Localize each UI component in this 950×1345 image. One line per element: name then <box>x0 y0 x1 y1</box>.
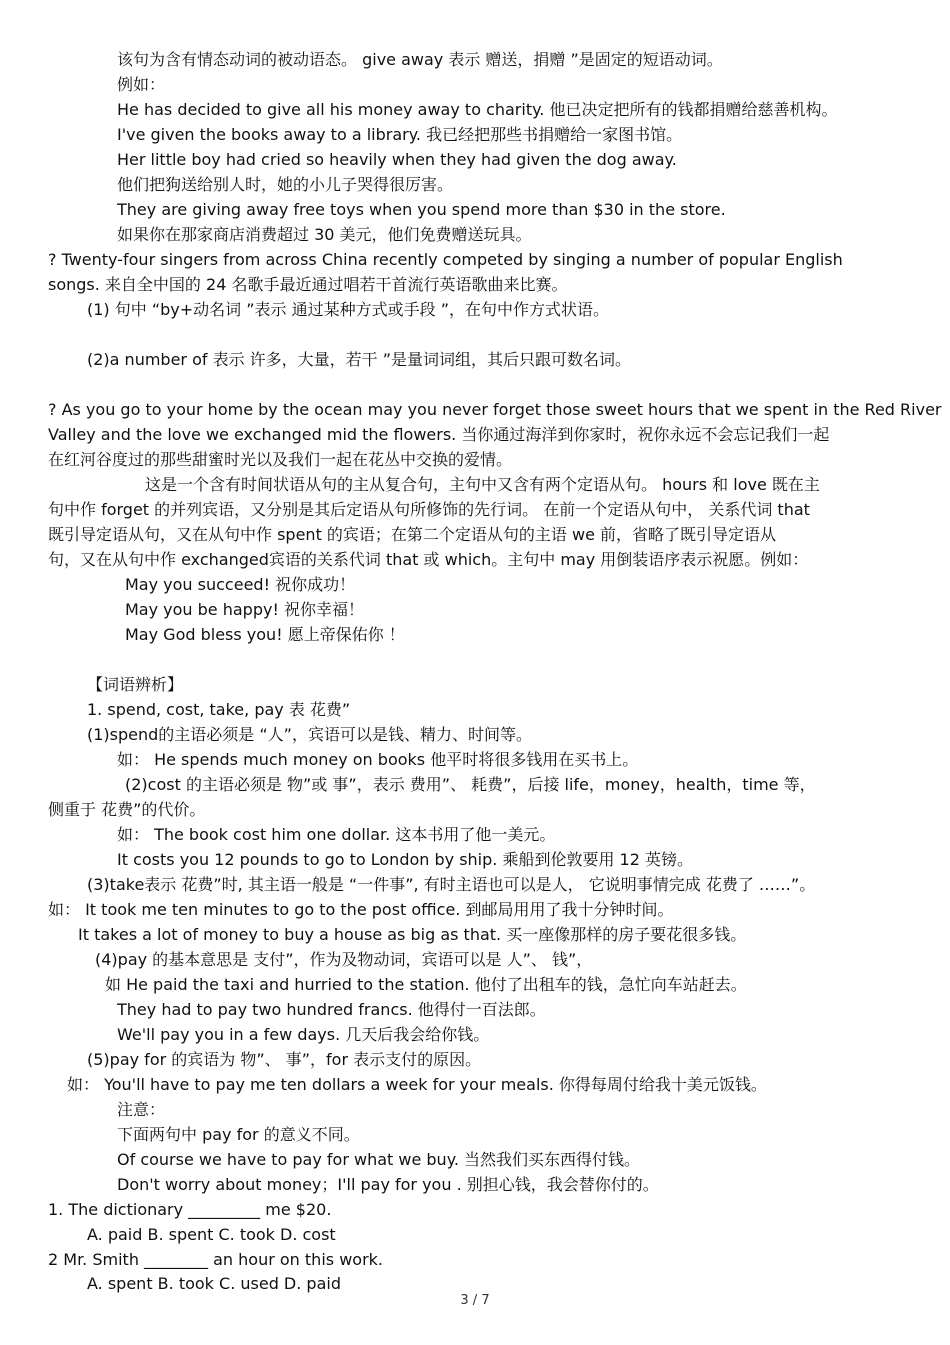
text-line: Her little boy had cried so heavily when they had given the dog away. <box>117 150 677 169</box>
text-line: May you be happy! 祝你幸福！ <box>125 600 364 619</box>
text-line: Valley and the love we exchanged mid the flowers. 当你通过海洋到你家时，祝你永远不会忘记我们一起 <box>48 425 830 444</box>
text-line: (2)a number of 表示 许多，大量，若干 ”是量词词组，其后只跟可数名词。 <box>87 350 632 369</box>
text-line: (1) 句中 “by+动名词 ”表示 通过某种方式或手段 ”，在句中作方式状语。 <box>87 300 609 319</box>
text-line: Don't worry about money；I'll pay for you . 别担心钱，我会替你付的。 <box>117 1175 659 1194</box>
exercise-options: A. paid B. spent C. took D. cost <box>87 1225 336 1244</box>
text-line-justified <box>48 248 905 272</box>
text-line: 这是一个含有时间状语从句的主从复合句，主句中又含有两个定语从句。 hours 和 love 既在主 <box>145 475 820 494</box>
text-line: (5)pay for 的宾语为 物”、 事”，for 表示支付的原因。 <box>87 1050 482 1069</box>
text-line: 下面两句中 pay for 的意义不同。 <box>117 1125 360 1144</box>
page-number: 3 / 7 <box>460 1293 490 1308</box>
exercise-options: A. spent B. took C. used D. paid <box>87 1274 341 1293</box>
text-line: 例如： <box>117 75 166 94</box>
text-line: 在红河谷度过的那些甜蜜时光以及我们一起在花丛中交换的爱情。 <box>48 450 513 469</box>
text-line: 既引导定语从句，又在从句中作 spent 的宾语；在第二个定语从句的主语 we 前，省略了既引导定语从 <box>48 525 777 544</box>
text-line: 如 He paid the taxi and hurried to the station. 他付了出租车的钱，急忙向车站赶去。 <box>105 975 747 994</box>
text-line: 如： The book cost him one dollar. 这本书用了他一美元。 <box>117 825 556 844</box>
section-heading: 【词语辨析】 <box>87 675 184 694</box>
text-line: songs. 来自全中国的 24 名歌手最近通过唱若干首流行英语歌曲来比赛。 <box>48 275 568 294</box>
text-line: (3)take表示 花费”时, 其主语一般是 “一件事”, 有时主语也可以是人， 它说明事情完成 花费了 ……”。 <box>87 875 816 894</box>
text-line: 注意： <box>117 1100 166 1119</box>
text-line: 如： You'll have to pay me ten dollars a week for your meals. 你得每周付给我十美元饭钱。 <box>67 1075 767 1094</box>
text-line: 该句为含有情态动词的被动语态。 give away 表示 赠送，捐赠 ”是固定的短语动词。 <box>117 50 723 69</box>
text-line: They had to pay two hundred francs. 他得付一百法郎。 <box>117 1000 546 1019</box>
text-line: 如： It took me ten minutes to go to the post office. 到邮局用用了我十分钟时间。 <box>48 900 674 919</box>
text-line: ? Twenty-four singers from across China recently competed by singing a number of popular English <box>48 250 843 269</box>
text-line: (2)cost 的主语必须是 物”或 事”，表示 费用”、 耗费”，后接 life，money，health，time 等， <box>125 775 816 794</box>
text-line: Of course we have to pay for what we buy. 当然我们买东西得付钱。 <box>117 1150 641 1169</box>
text-line: ? As you go to your home by the ocean may you never forget those sweet hours that we spent in the Red River <box>48 400 942 419</box>
exercise-question: 1. The dictionary _________ me $20. <box>48 1200 332 1219</box>
text-line: 1. spend, cost, take, pay 表 花费” <box>87 700 351 719</box>
text-line: It takes a lot of money to buy a house as big as that. 买一座像那样的房子要花很多钱。 <box>78 925 747 944</box>
text-line: We'll pay you in a few days. 几天后我会给你钱。 <box>117 1025 490 1044</box>
text-line: He has decided to give all his money away to charity. 他已决定把所有的钱都捐赠给慈善机构。 <box>117 100 838 119</box>
text-line: May you succeed! 祝你成功！ <box>125 575 356 594</box>
text-line: I've given the books away to a library. 我已经把那些书捐赠给一家图书馆。 <box>117 125 683 144</box>
text-line: (4)pay 的基本意思是 支付”，作为及物动词，宾语可以是 人”、 钱”， <box>95 950 593 969</box>
text-line: 他们把狗送给别人时，她的小儿子哭得很厉害。 <box>117 175 454 194</box>
text-line: (1)spend的主语必须是 “人”，宾语可以是钱、精力、时间等。 <box>87 725 532 744</box>
text-line: May God bless you! 愿上帝保佑你 ！ <box>125 625 405 644</box>
text-line: 如果你在那家商店消费超过 30 美元，他们免费赠送玩具。 <box>117 225 532 244</box>
text-line: 句中作 forget 的并列宾语，又分别是其后定语从句所修饰的先行词。 在前一个定语从句中， 关系代词 that <box>48 500 810 519</box>
text-line: They are giving away free toys when you spend more than $30 in the store. <box>117 200 726 219</box>
text-line: 侧重于 花费”的代价。 <box>48 800 206 819</box>
exercise-question: 2 Mr. Smith ________ an hour on this work. <box>48 1250 383 1269</box>
text-line: 如： He spends much money on books 他平时将很多钱用在买书上。 <box>117 750 639 769</box>
text-line: 句，又在从句中作 exchanged宾语的关系代词 that 或 which。主句中 may 用倒装语序表示祝愿。例如： <box>48 550 809 569</box>
text-line: It costs you 12 pounds to go to London by ship. 乘船到伦敦要用 12 英镑。 <box>117 850 693 869</box>
